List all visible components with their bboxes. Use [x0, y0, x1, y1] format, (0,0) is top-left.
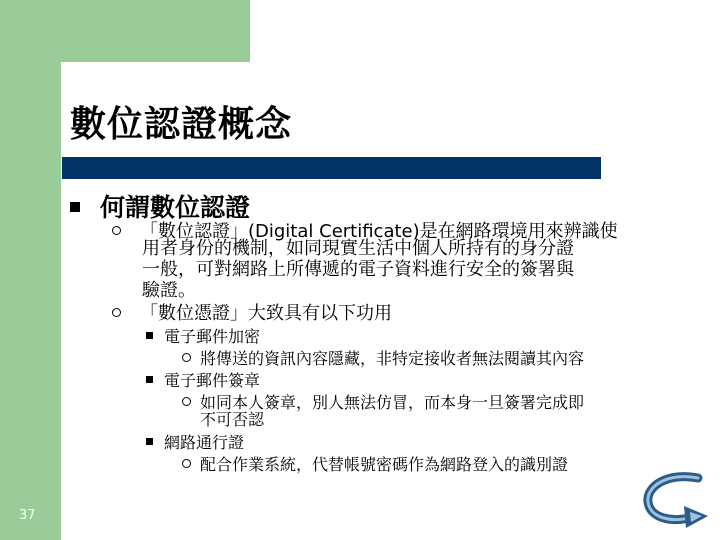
function-label: 網路通行證 [164, 433, 245, 452]
function-item [146, 324, 260, 347]
function-item [146, 430, 244, 453]
title-underline-bar [62, 157, 601, 179]
function-detail-continuation: 不可否認 [200, 410, 265, 429]
function-detail-text: 配合作業系統，代替帳號密碼作為網路登入的識別證 [200, 455, 569, 474]
sub-bullet-continuation: 用者身份的機制，如同現實生活中個人所持有的身分證 [142, 238, 574, 259]
square-bullet-icon [146, 332, 153, 339]
function-label: 電子郵件簽章 [164, 371, 261, 390]
decorative-green-strip [0, 62, 61, 540]
square-bullet-icon [146, 438, 153, 445]
sub-bullet-text: 「數位憑證」大致具有以下功用 [140, 303, 392, 324]
function-detail-text: 如同本人簽章，別人無法仿冒，而本身一旦簽署完成即 [200, 393, 585, 412]
function-item [146, 368, 260, 391]
ring-bullet-icon [182, 353, 191, 362]
slide-title: 數位認證概念 [70, 103, 293, 145]
bullet-text: 何謂數位認證 [100, 193, 251, 222]
ring-bullet-icon [182, 397, 191, 406]
function-detail-text: 將傳送的資訊內容隱藏，非特定接收者無法閱讀其內容 [200, 349, 585, 368]
decorative-green-block [0, 0, 250, 62]
sub-bullet-continuation: 驗證。 [142, 280, 196, 301]
sub-bullet-item [112, 299, 392, 325]
page-number: 37 [19, 508, 36, 523]
ring-bullet-icon [112, 221, 140, 242]
sub-bullet-text: 「數位認證」(Digital Certificate)是在網路環境用來辨識使 [140, 221, 618, 242]
function-detail [182, 452, 568, 475]
ring-bullet-icon [112, 303, 140, 324]
ring-bullet-icon [182, 459, 191, 468]
return-arrow-icon[interactable] [640, 472, 710, 530]
function-detail [182, 346, 584, 369]
sub-bullet-continuation: 一般，可對網路上所傳遞的電子資料進行安全的簽署與 [142, 259, 574, 280]
square-bullet-icon [146, 376, 153, 383]
function-label: 電子郵件加密 [164, 327, 261, 346]
square-bullet-icon [70, 202, 80, 212]
